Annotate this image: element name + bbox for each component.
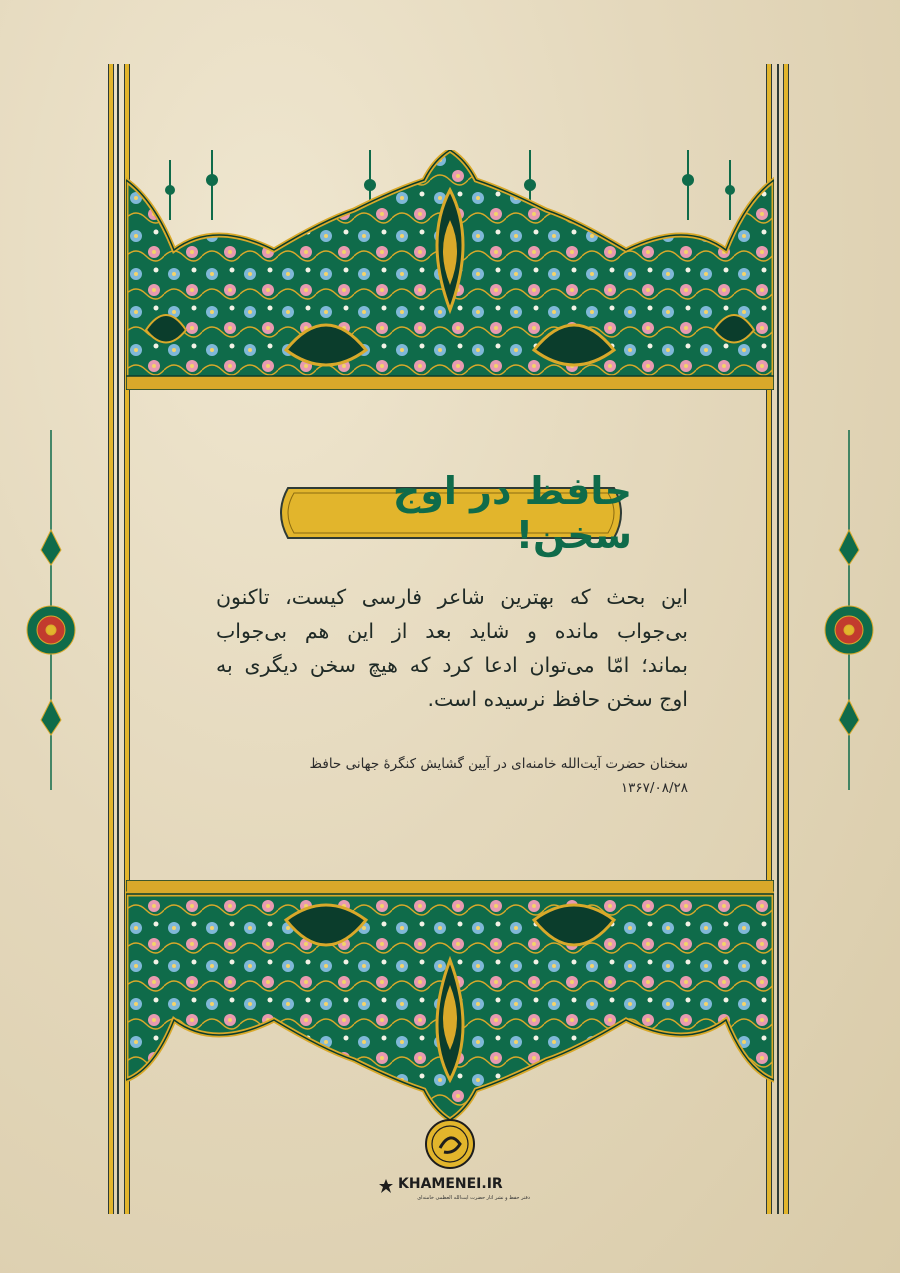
site-tagline: دفتر حفظ و نشر آثار حضرت آیت‌الله العظمی خامنه‌ای	[417, 1195, 530, 1201]
quote-line: این بحث که بهترین شاعر فارسی کیست، تاکنون	[216, 585, 688, 609]
right-side-ornament	[818, 430, 880, 790]
seal-emblem-icon	[420, 1118, 480, 1170]
site-name: KHAMENEI.IR	[398, 1176, 503, 1192]
attribution	[216, 752, 688, 800]
top-floral-border	[126, 150, 774, 390]
quote-line: بی‌جواب مانده و شاید بعد از این هم بی‌جواب	[216, 619, 688, 643]
quote-line: بماند؛ امّا می‌توان ادعا کرد که هیچ سخن دیگری به	[216, 653, 688, 677]
quote-text	[216, 580, 688, 716]
attribution-source: سخنان حضرت آیت‌الله خامنه‌ای در آیین گشایش کنگرهٔ جهانی حافظ	[309, 756, 688, 772]
attribution-date: ۱۳۶۷/۰۸/۲۸	[620, 780, 688, 796]
left-side-ornament	[20, 430, 82, 790]
bottom-floral-border	[126, 880, 774, 1120]
quote-line: اوج سخن حافظ نرسیده است.	[427, 687, 688, 711]
page-title: حافظ در اوج سخن!	[392, 469, 632, 557]
